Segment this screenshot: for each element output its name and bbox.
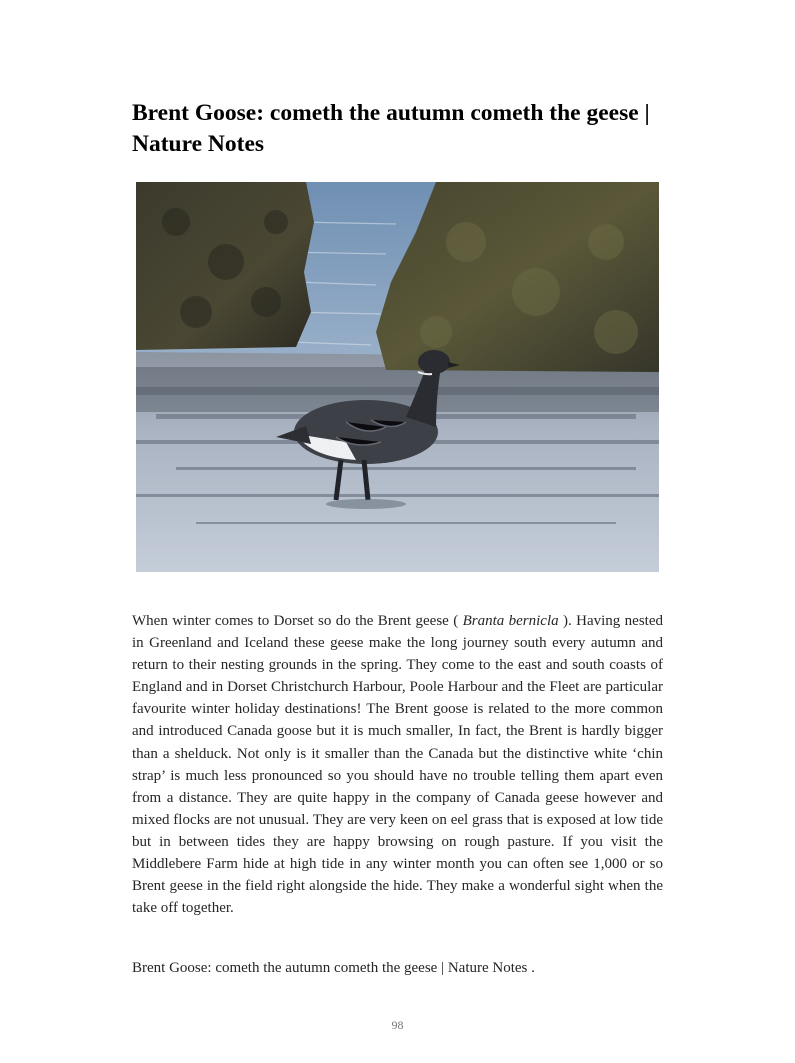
page-title: Brent Goose: cometh the autumn cometh the geese | Nature Notes xyxy=(132,100,650,157)
page-number: 98 xyxy=(391,1018,404,1032)
paragraph-intro: When winter comes to Dorset so do the Brent geese ( xyxy=(132,613,463,629)
article-paragraph xyxy=(132,610,663,919)
brent-goose-photo xyxy=(136,182,659,572)
paragraph-rest: ). Having nested in Greenland and Iceland these geese make the long journey south every autumn and return to their nesting grounds in the spring. They come to the east and south coasts of England and in Dorset Christchurch Harbour, Poole Harbour and the Fleet are particular favourite winter holiday destinations! The Brent goose is related to the more common and introduced Canada goose but it is much smaller, In fact, the Brent is hardly bigger than a shelduck. Not only is it smaller than the Canada but the distinctive white ‘chin strap’ is much less pronounced so you should have no trouble telling them apart even from a distance. They are quite happy in the company of Canada geese however and mixed flocks are not unusual. They are very keen on eel grass that is exposed at low tide but in between tides they are happy browsing on rough pasture. If you visit the Middlebere Farm hide at high tide in any winter month you can often see 1,000 or so Brent geese in the field right alongside the hide. They make a wonderful sight when the take off together. xyxy=(132,613,663,917)
source-link[interactable]: Brent Goose: cometh the autumn cometh the geese | Nature Notes . xyxy=(132,960,535,976)
species-name: Branta bernicla xyxy=(462,613,559,629)
